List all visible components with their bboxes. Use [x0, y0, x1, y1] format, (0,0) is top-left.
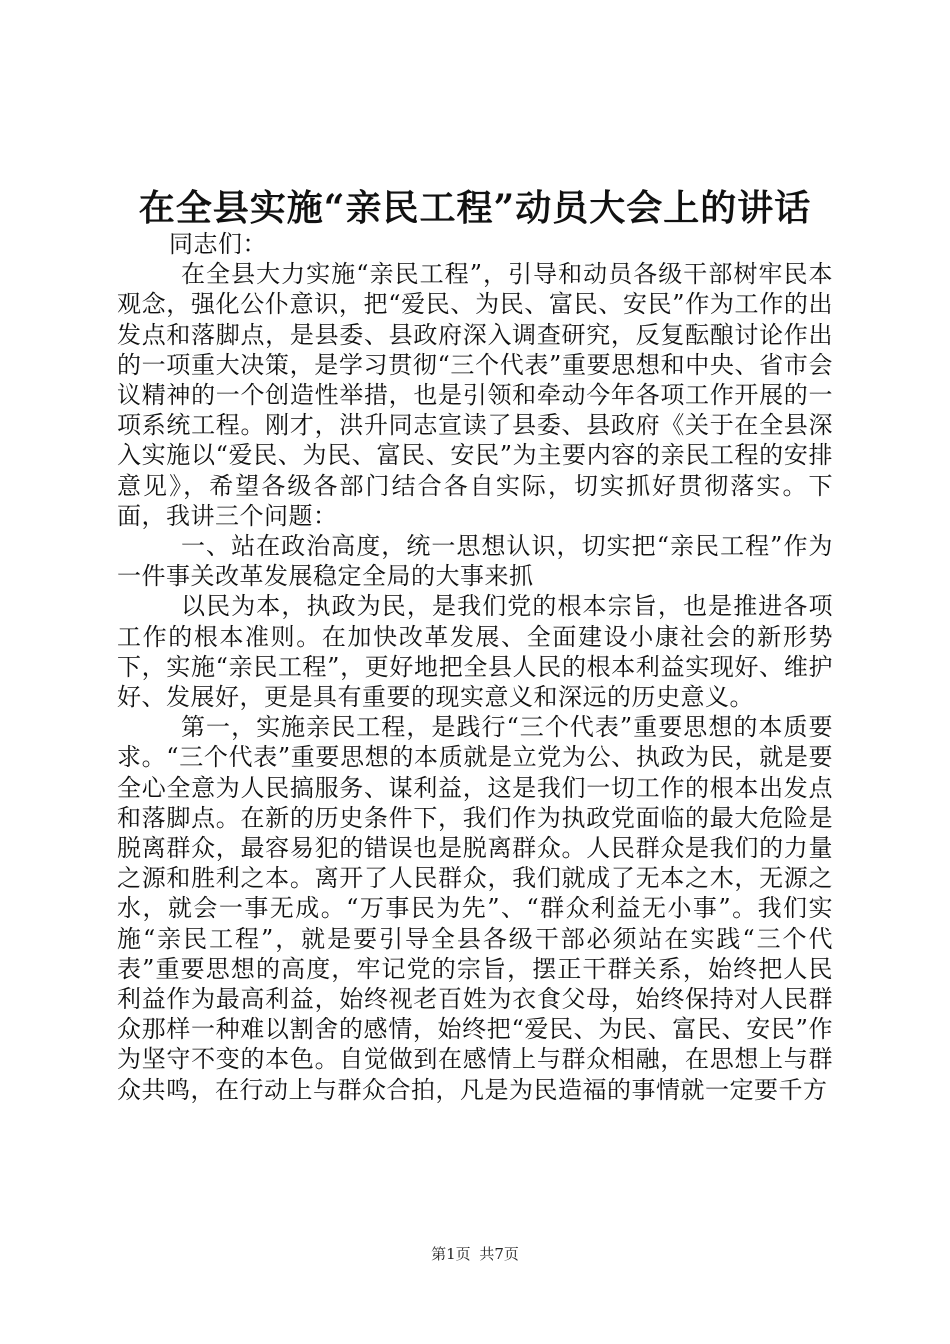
- page-footer: [0, 1244, 950, 1264]
- page-number: 第1页: [431, 1245, 471, 1263]
- salutation-paragraph: 同志们：: [169, 230, 267, 258]
- section-heading-one: 一、站在政治高度，统一思想认识，切实把“亲民工程”作为一件事关改革发展稳定全局的大事来抓: [117, 532, 833, 591]
- document-title: 在全县实施“亲民工程”动员大会上的讲话: [138, 187, 812, 229]
- page-total: 共7页: [479, 1245, 519, 1263]
- body-paragraph: 以民为本，执政为民，是我们党的根本宗旨，也是推进各项工作的根本准则。在加快改革发展、全面建设小康社会的新形势下，实施“亲民工程”，更好地把全县人民的根本利益实现好、维护好、发展好，更是具有重要的现实意义和深远的历史意义。: [117, 592, 833, 712]
- intro-paragraph: 在全县大力实施“亲民工程”，引导和动员各级干部树牢民本观念，强化公仆意识，把“爱民、为民、富民、安民”作为工作的出发点和落脚点，是县委、县政府深入调查研究，反复酝酿讨论作出的一项重大决策，是学习贯彻“三个代表”重要思想和中央、省市会议精神的一个创造性举措，也是引领和牵动今年各项工作开展的一项系统工程。刚才，洪升同志宣读了县委、县政府《关于在全县深入实施以“爱民、为民、富民、安民”为主要内容的亲民工程的安排意见》，希望各级各部门结合各自实际，切实抓好贯彻落实。下面，我讲三个问题：: [117, 260, 833, 530]
- document-body: [117, 229, 833, 1105]
- body-paragraph: 第一，实施亲民工程，是践行“三个代表”重要思想的本质要求。“三个代表”重要思想的本质就是立党为公、执政为民，就是要全心全意为人民搞服务、谋利益，这是我们一切工作的根本出发点和落脚点。在新的历史条件下，我们作为执政党面临的最大危险是脱离群众，最容易犯的错误也是脱离群众。人民群众是我们的力量之源和胜利之本。离开了人民群众，我们就成了无本之木，无源之水，就会一事无成。“万事民为先”、“群众利益无小事”。我们实施“亲民工程”，就是要引导全县各级干部必须站在实践“三个代表”重要思想的高度，牢记党的宗旨，摆正干群关系，始终把人民利益作为最高利益，始终视老百姓为衣食父母，始终保持对人民群众那样一种难以割舍的感情，始终把“爱民、为民、富民、安民”作为坚守不变的本色。自觉做到在感情上与群众相融，在思想上与群众共鸣，在行动上与群众合拍，凡是为民造福的事情就一定要千方: [117, 713, 833, 1104]
